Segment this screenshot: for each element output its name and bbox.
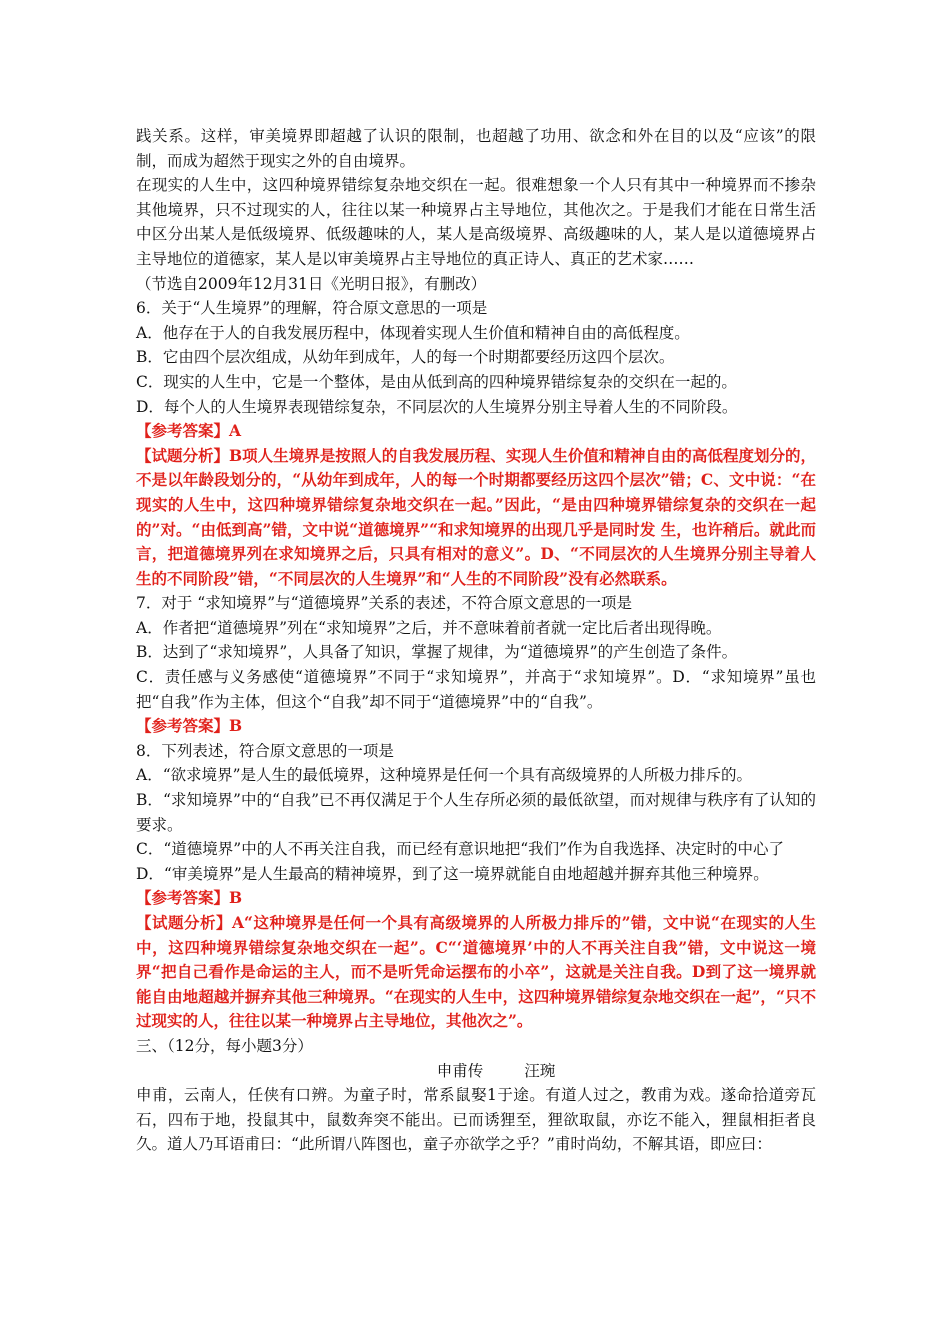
passage-title: 申甫传 — [436, 1061, 484, 1080]
q8-option-a: A．“欲求境界”是人生的最低境界，这种境界是任何一个具有高级境界的人所极力排斥的。 — [136, 766, 753, 785]
passage-author: 汪琬 — [524, 1061, 556, 1080]
q6-option-d: D．每个人的人生境界表现错综复杂，不同层次的人生境界分别主导着人生的不同阶段。 — [136, 397, 738, 416]
passage-title-line — [136, 1059, 816, 1084]
intro-paragraph-2: 在现实的人生中，这四种境界错综复杂地交织在一起。很难想象一个人只有其中一种境界而不掺杂其他境界，只不过现实的人，往往以某一种境界占主导地位，其他次之。于是我们才能在日常生活中区分出某人是低级境界、低级趣味的人，某人是高级境界、高级趣味的人，某人是以道德境界占主导地位的道德家，某人是以审美境界占主导地位的真正诗人、真正的艺术家…… — [136, 176, 816, 268]
q7-option-cd: C．责任感与义务感使“道德境界”不同于“求知境界”，并高于“求知境界”。D．“求知境界”虽也把“自我”作为主体，但这个“自我”却不同于“道德境界”中的“自我”。 — [136, 668, 816, 711]
q6-answer: 【参考答案】A — [136, 421, 242, 441]
passage-body: 申甫，云南人，任侠有口辨。为童子时，常系鼠娶1于途。有道人过之，教甫为戏。遂命拾道旁瓦石，四布于地，投鼠其中，鼠数奔突不能出。已而诱狸至，狸欲取鼠，亦讫不能入，狸鼠相拒者良久。道人乃耳语甫曰：“此所谓八阵图也，童子亦欲学之乎？”甫时尚幼，不解其语，即应曰： — [136, 1086, 816, 1154]
source-note: （节选自2009年12月31日《光明日报》，有删改） — [136, 274, 487, 293]
intro-paragraph-1: 践关系。这样，审美境界即超越了认识的限制，也超越了功用、欲念和外在目的以及“应该”的限制，而成为超然于现实之外的自由境界。 — [136, 127, 816, 170]
q6-analysis: 【试题分析】B项人生境界是按照人的自我发展历程、实现人生价值和精神自由的高低程度划分的，不是以年龄段划分的，“从幼年到成年，人的每一个时期都要经历这四个层次”错；C、文中说：“在现实的人生中，这四种境界错综复杂地交织在一起。”因此，“是由四种境界错综复杂的交织在一起的”对。“由低到高”错，文中说“道德境界”“和求知境界的出现几乎是同时发 生，也许稍后。就此而言，把道德境界列在求知境界之后，只具有相对的意义”。D、“不同层次的人生境界分别主导着人生的不同阶段”错，“不同层次的人生境界”和“人生的不同阶段”没有必然联系。 — [136, 445, 816, 588]
q8-analysis: 【试题分析】A“这种境界是任何一个具有高级境界的人所极力排斥的”错，文中说“在现实的人生中，这四种境界错综复杂地交织在一起”。C“‘道德境界’中的人不再关注自我”错，文中说这一境界“把自己看作是命运的主人，而不是听凭命运摆布的小卒”，这就是关注自我。D到了这一境界就能自由地超越并摒弃其他三种境界。“在现实的人生中，这四种境界错综复杂地交织在一起”，“只不过现实的人，往往以某一种境界占主导地位，其他次之”。 — [136, 913, 816, 1031]
section3-heading: 三、（12分，每小题3分） — [136, 1036, 313, 1055]
q6-option-b: B．它由四个层次组成，从幼年到成年，人的每一个时期都要经历这四个层次。 — [136, 348, 675, 367]
q7-answer: 【参考答案】B — [136, 716, 243, 736]
q6-option-c: C．现实的人生中，它是一个整体，是由从低到高的四种境界错综复杂的交织在一起的。 — [136, 372, 737, 391]
q8-stem: 8．下列表述，符合原文意思的一项是 — [136, 741, 394, 760]
q7-option-a: A．作者把“道德境界”列在“求知境界”之后，并不意味着前者就一定比后者出现得晚。 — [136, 618, 722, 637]
q8-option-c: C．“道德境界”中的人不再关注自我，而已经有意识地把“我们”作为自我选择、决定时的中心了 — [136, 840, 785, 859]
q8-option-b: B．“求知境界”中的“自我”已不再仅满足于个人生存所必须的最低欲望，而对规律与秩序有了认知的要求。 — [136, 791, 816, 834]
q6-stem: 6．关于“人生境界”的理解，符合原文意思的一项是 — [136, 299, 488, 318]
q6-option-a: A．他存在于人的自我发展历程中，体现着实现人生价值和精神自由的高低程度。 — [136, 323, 690, 342]
q8-answer: 【参考答案】B — [136, 888, 243, 908]
q7-stem: 7．对于 “求知境界”与“道德境界”关系的表述，不符合原文意思的一项是 — [136, 594, 632, 613]
document-page — [136, 124, 816, 1157]
q7-option-b: B．达到了“求知境界”，人具备了知识，掌握了规律，为“道德境界”的产生创造了条件。 — [136, 643, 738, 662]
q8-option-d: D．“审美境界”是人生最高的精神境界，到了这一境界就能自由地超越并摒弃其他三种境界。 — [136, 864, 769, 883]
